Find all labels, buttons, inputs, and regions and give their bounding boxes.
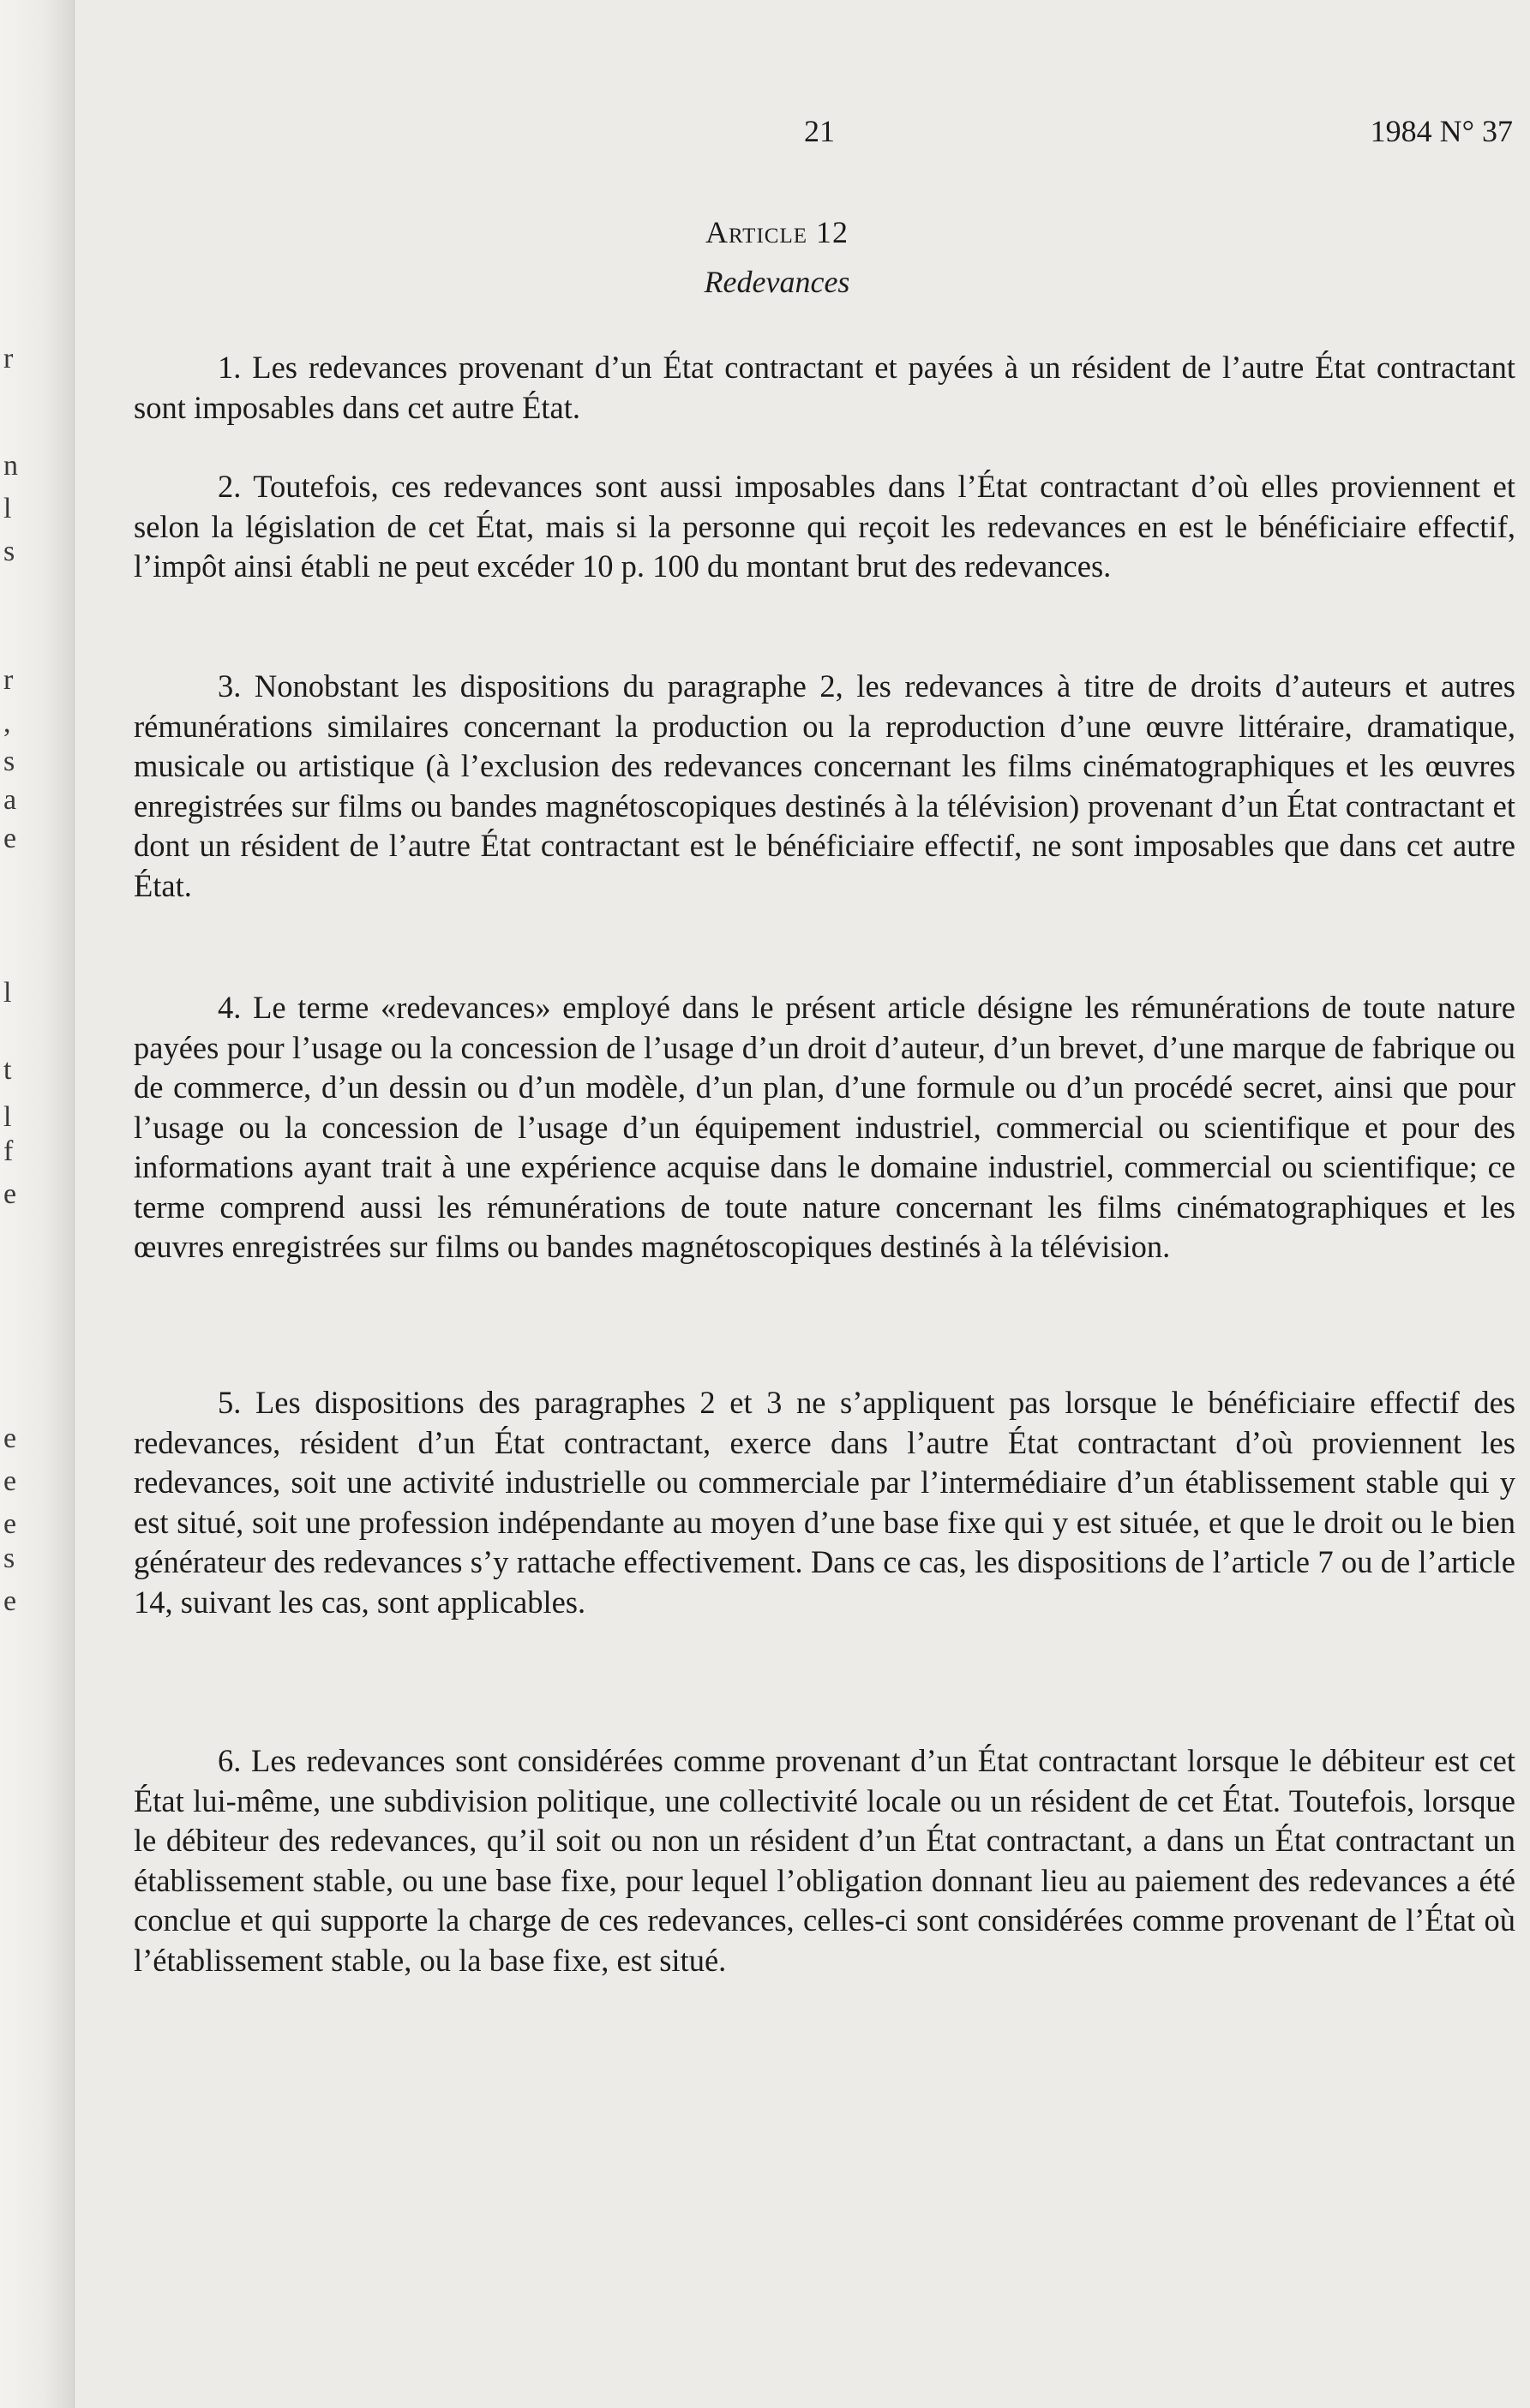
paragraph-number: 3. xyxy=(218,668,242,704)
paragraph-1 xyxy=(134,348,1515,428)
gutter-glyph: a xyxy=(3,784,17,816)
gutter-glyph: l xyxy=(3,1101,12,1133)
paragraph-number: 6. xyxy=(218,1743,242,1778)
article-heading-text: Article 12 xyxy=(705,215,849,249)
paragraph-number: 5. xyxy=(218,1385,242,1420)
paragraph-3 xyxy=(134,667,1515,906)
article-subtitle xyxy=(75,264,1530,300)
gutter-glyph: e xyxy=(3,1585,17,1617)
paragraph-text: Le terme «redevances» employé dans le présent article désigne les rémunérations de toute nature payées pour l’usage ou la concession de l’usage d’un droit d’auteur, d’un brevet, d’une marque de fabrique ou de commerce, d’un dessin ou d’un modèle, d’un plan, d’une formule ou d’un procédé secret, ainsi que pour l’usage ou la concession de l’usage d’un équipement industriel, commercial ou scientifique et pour des informations ayant trait à une expérience acquise dans le domaine industriel, commercial ou scientifique; ce terme comprend aussi les rémunérations de toute nature concernant les films cinématographiques et les œuvres enregistrées sur films ou bandes magnétoscopiques destinés à la télévision. xyxy=(134,990,1516,1264)
gutter-glyph: s xyxy=(3,536,15,567)
gutter-glyph: e xyxy=(3,1508,17,1540)
gutter-glyph: f xyxy=(3,1135,14,1167)
gutter-glyph: r xyxy=(3,664,14,696)
page-header xyxy=(75,113,1530,156)
paragraph-number: 1. xyxy=(218,350,242,385)
paragraph-6 xyxy=(134,1741,1515,1980)
paragraph-text: Nonobstant les dispositions du paragraphe 2, les redevances à titre de droits d’auteurs et autres rémunérations similaires concernant la production ou la reproduction d’une œuvre littéraire, dramatique, musicale ou artistique (à l’exclusion des redevances concernant les films cinématographiques et les œuvres enregistrées sur films ou bandes magnétoscopiques destinés à la télévision) provenant d’un État contractant et dont un résident de l’autre État contractant est le bénéficiaire effectif, ne sont imposables que dans cet autre État. xyxy=(134,668,1516,903)
adjacent-page-edge xyxy=(0,0,75,2408)
gutter-glyph: l xyxy=(3,493,12,524)
gutter-glyph: s xyxy=(3,1542,15,1574)
page-number: 21 xyxy=(804,114,835,148)
paragraph-text: Les dispositions des paragraphes 2 et 3 ne s’appliquent pas lorsque le bénéficiaire effectif des redevances, résident d’un État contractant, exerce dans l’autre État contractant d’où proviennent les redevances, soit une activité industrielle ou commerciale par l’intermédiaire d’un établissement stable qui y est situé, soit une profession indépendante au moyen d’une base fixe qui y est située, et que le droit ou le bien générateur des redevances s’y rattache effectivement. Dans ce cas, les dispositions de l’article 7 ou de l’article 14, suivant les cas, sont applicables. xyxy=(134,1385,1515,1620)
article-subtitle-text: Redevances xyxy=(704,265,850,299)
gutter-glyph: l xyxy=(3,977,12,1009)
gutter-glyph: n xyxy=(3,450,18,482)
paragraph-text: Les redevances sont considérées comme provenant d’un État contractant lorsque le débiteur est cet État lui-même, une subdivision politique, une collectivité locale ou un résident de cet État. Toutefois, lorsque le débiteur des redevances, qu’il soit ou non un résident d’un État contractant, a dans un État contractant un établissement stable, ou une base fixe, pour lequel l’obligation donnant lieu au paiement des redevances a été conclue et qui supporte la charge de ces redevances, celles-ci sont considérées comme provenant de l’État où l’établissement stable, ou la base fixe, est situé. xyxy=(134,1743,1516,1978)
gutter-glyph: e xyxy=(3,1178,17,1210)
paragraph-4 xyxy=(134,988,1515,1267)
gutter-glyph: s xyxy=(3,746,15,777)
gutter-glyph: e xyxy=(3,1423,17,1454)
gutter-glyph: , xyxy=(3,707,11,739)
issue-reference: 1984 N° 37 xyxy=(1370,114,1513,148)
article-heading xyxy=(75,214,1530,250)
paragraph-5 xyxy=(134,1383,1515,1622)
gutter-glyph: t xyxy=(3,1054,12,1086)
paragraph-number: 2. xyxy=(218,469,242,504)
paragraph-2 xyxy=(134,467,1515,587)
paragraph-number: 4. xyxy=(218,990,242,1025)
paragraph-text: Toutefois, ces redevances sont aussi imposables dans l’État contractant d’où elles proviennent et selon la législation de cet État, mais si la personne qui reçoit les redevances en est le bénéficiaire effectif, l’impôt ainsi établi ne peut excéder 10 p. 100 du montant brut des redevances. xyxy=(134,469,1515,584)
gutter-glyph: r xyxy=(3,343,14,374)
paragraph-text: Les redevances provenant d’un État contractant et payées à un résident de l’autre État contractant sont imposables dans cet autre État. xyxy=(134,350,1515,425)
document-page xyxy=(75,0,1530,2408)
gutter-glyph: e xyxy=(3,1465,17,1497)
gutter-glyph: e xyxy=(3,823,17,854)
